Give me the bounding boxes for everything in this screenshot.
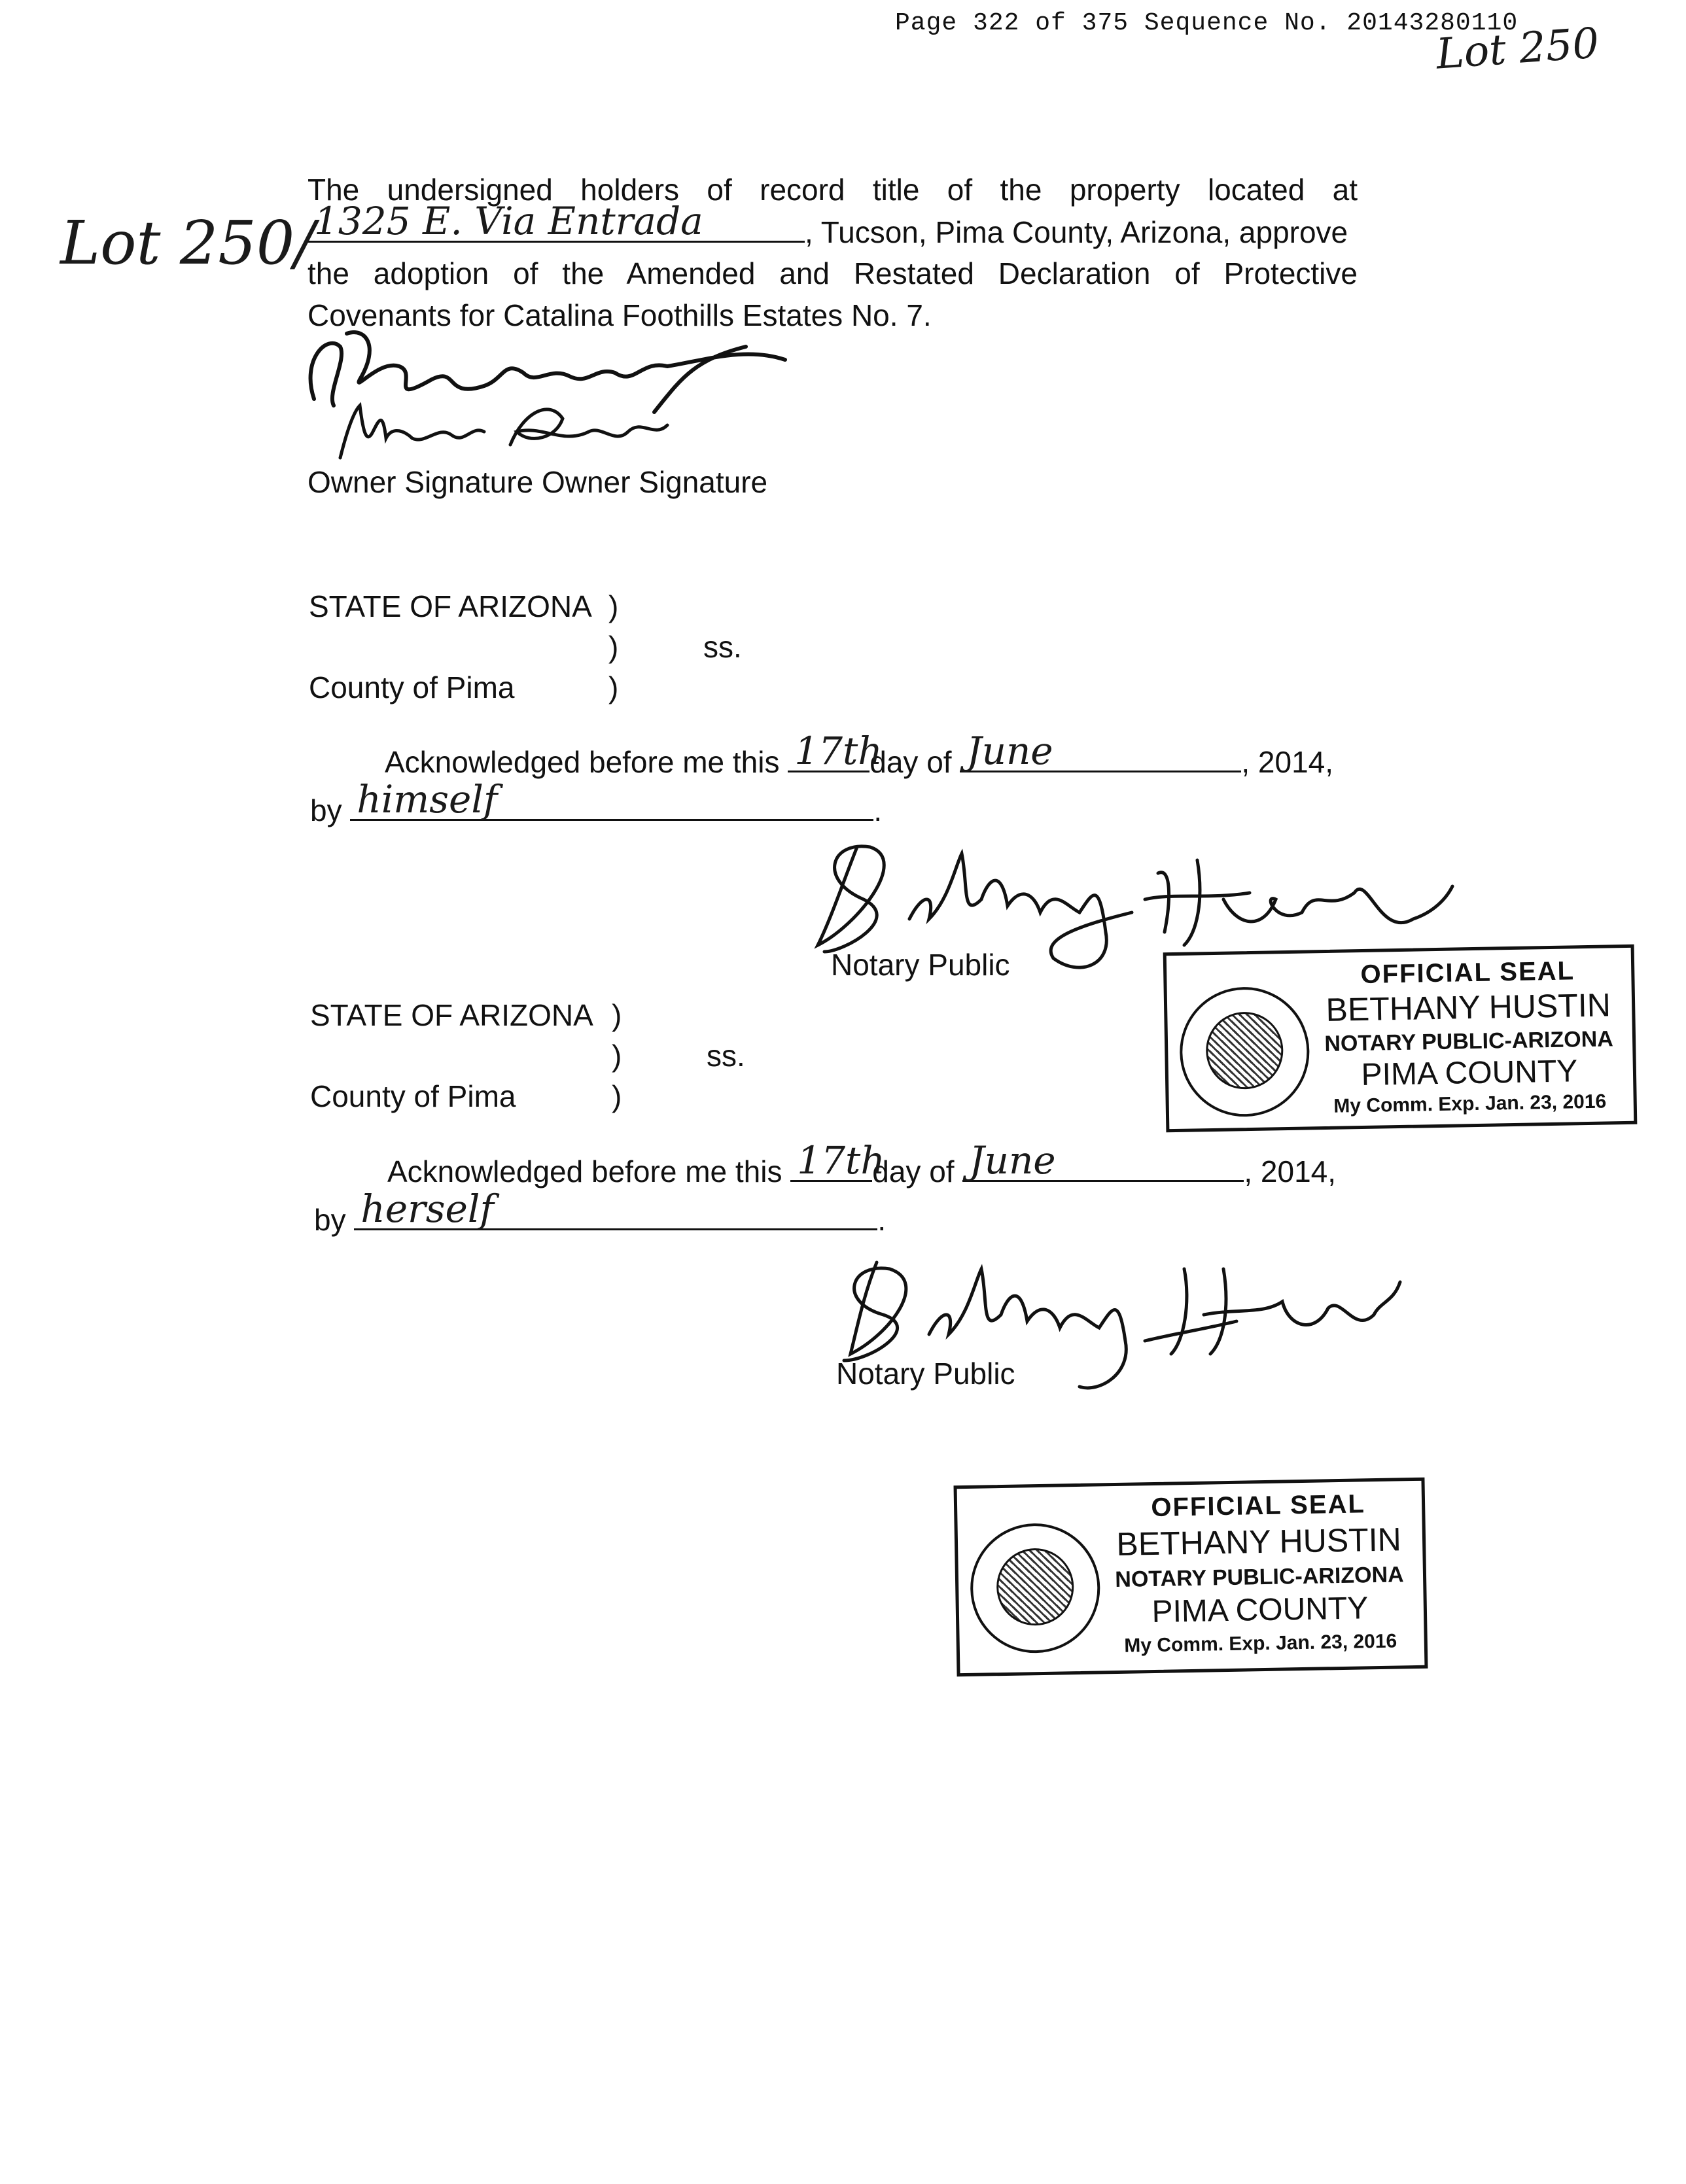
by-line-1: [310, 777, 883, 831]
approval-line-2: [307, 199, 1358, 252]
approval-line-3: the adoption of the Amended and Restated Declaration of Protective: [307, 256, 1358, 290]
day-of-2: day of: [872, 1154, 955, 1188]
by-handwritten-1: himself: [357, 777, 498, 822]
county-label-2: County of Pima: [310, 1079, 516, 1113]
seal-county-2: PIMA COUNTY: [1151, 1591, 1369, 1630]
notary-public-label-2: Notary Public: [836, 1357, 1015, 1391]
official-seal-stamp-2: [954, 1478, 1428, 1677]
day-blank-2: [790, 1138, 885, 1183]
month-blank-2: [962, 1138, 1244, 1183]
ss-label-2: ss.: [707, 1039, 745, 1073]
day-blank-1: [788, 729, 883, 773]
seal-office-2: NOTARY PUBLIC-ARIZONA: [1115, 1562, 1404, 1593]
approval-paragraph: [307, 169, 1358, 336]
year-2: , 2014,: [1244, 1154, 1337, 1188]
owner-signature-label: Owner Signature Owner Signature: [307, 465, 768, 499]
by-label-1: by: [310, 793, 342, 827]
paren-2a: ): [612, 998, 622, 1032]
seal-county-1: PIMA COUNTY: [1361, 1054, 1578, 1093]
state-label-2: STATE OF ARIZONA: [310, 998, 593, 1032]
day-handwritten-2: 17th: [797, 1138, 885, 1183]
year-1: , 2014,: [1241, 745, 1334, 779]
approval-line-4: Covenants for Catalina Foothills Estates No. 7.: [307, 298, 932, 332]
by-period-2: .: [877, 1203, 887, 1237]
day-handwritten-1: 17th: [794, 729, 883, 773]
paren-2b: ): [612, 1039, 622, 1073]
ack-line-1: [385, 729, 1334, 783]
ack-prefix-1: Acknowledged before me this: [385, 745, 780, 779]
month-blank-1: [960, 729, 1241, 773]
by-blank-2: [354, 1187, 877, 1231]
month-handwritten-1: June: [966, 729, 1053, 773]
day-of-1: day of: [869, 745, 952, 779]
seal-name-2: BETHANY HUSTIN: [1115, 1521, 1402, 1563]
address-blank: [307, 199, 805, 243]
paren-1a: ): [608, 589, 619, 623]
corner-lot-note: Lot 250: [1434, 19, 1601, 79]
page-sequence-header: Page 322 of 375 Sequence No. 20143280110: [895, 9, 1519, 37]
ack-prefix-2: Acknowledged before me this: [387, 1154, 782, 1188]
approval-line-1: The undersigned holders of record title of the property located at: [307, 173, 1358, 207]
approval-line-2-rest: , Tucson, Pima County, Arizona, approve: [805, 215, 1348, 249]
seal-name-1: BETHANY HUSTIN: [1326, 986, 1611, 1028]
by-line-2: [314, 1187, 887, 1241]
by-blank-1: [350, 777, 873, 822]
paren-1c: ): [608, 670, 619, 704]
county-label-1: County of Pima: [309, 670, 515, 704]
seal-office-1: NOTARY PUBLIC-ARIZONA: [1324, 1026, 1614, 1057]
official-seal-stamp-1: [1163, 945, 1638, 1133]
seal-expires-1: My Comm. Exp. Jan. 23, 2016: [1333, 1090, 1607, 1117]
seal-title-1: OFFICIAL SEAL: [1360, 956, 1575, 990]
seal-expires-2: My Comm. Exp. Jan. 23, 2016: [1124, 1630, 1397, 1657]
state-label-1: STATE OF ARIZONA: [309, 589, 592, 623]
by-handwritten-2: herself: [360, 1187, 494, 1231]
ss-label-1: ss.: [703, 630, 742, 664]
paren-1b: ): [608, 630, 619, 664]
ack-line-2: [387, 1138, 1337, 1192]
seal-title-2: OFFICIAL SEAL: [1151, 1489, 1366, 1523]
month-handwritten-2: June: [969, 1138, 1056, 1183]
notary-public-label-1: Notary Public: [831, 948, 1010, 982]
paren-2c: ): [612, 1079, 622, 1113]
by-label-2: by: [314, 1203, 346, 1237]
by-period-1: .: [873, 793, 883, 827]
margin-lot-note: Lot 250/: [60, 208, 315, 278]
address-handwritten: 1325 E. Via Entrada: [314, 199, 703, 243]
